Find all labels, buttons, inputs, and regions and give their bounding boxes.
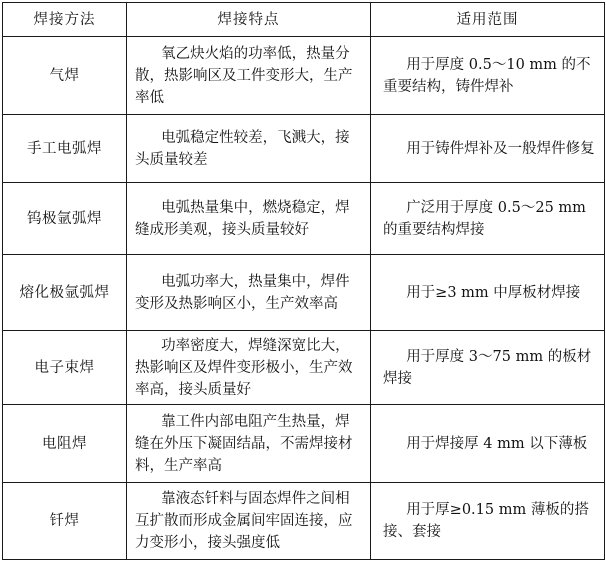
header-features: 焊接特点 <box>127 3 371 37</box>
table-row <box>3 331 605 405</box>
table-row <box>3 183 605 255</box>
scope-cell: 用于铸件焊补及一般焊件修复 <box>371 115 605 183</box>
header-row <box>3 3 605 37</box>
features-cell: 功率密度大，焊缝深宽比大，热影响区及焊件变形极小，生产效率高，接头质量好 <box>127 331 371 405</box>
scope-cell: 广泛用于厚度 0.5～25 mm 的重要结构焊接 <box>371 183 605 255</box>
features-cell: 靠工件内部电阻产生热量，焊缝在外压下凝固结晶，不需焊接材料，生产率高 <box>127 405 371 483</box>
scope-cell: 用于≥3 mm 中厚板材焊接 <box>371 255 605 331</box>
table-row <box>3 37 605 115</box>
method-cell: 电子束焊 <box>3 331 127 405</box>
welding-methods-table <box>2 2 605 560</box>
scope-cell: 用于厚≥0.15 mm 薄板的搭接、套接 <box>371 483 605 560</box>
method-cell: 钨极氩弧焊 <box>3 183 127 255</box>
features-cell: 靠液态钎料与固态焊件之间相互扩散而形成金属间牢固连接，应力变形小，接头强度低 <box>127 483 371 560</box>
scope-cell: 用于厚度 0.5～10 mm 的不重要结构，铸件焊补 <box>371 37 605 115</box>
method-cell: 气焊 <box>3 37 127 115</box>
features-cell: 电弧功率大，热量集中，焊件变形及热影响区小，生产效率高 <box>127 255 371 331</box>
scope-cell: 用于焊接厚 4 mm 以下薄板 <box>371 405 605 483</box>
table-row <box>3 483 605 560</box>
features-cell: 电弧稳定性较差，飞溅大，接头质量较差 <box>127 115 371 183</box>
table-row <box>3 255 605 331</box>
method-cell: 钎焊 <box>3 483 127 560</box>
features-cell: 氧乙炔火焰的功率低，热量分散，热影响区及工件变形大，生产率低 <box>127 37 371 115</box>
header-scope: 适用范围 <box>371 3 605 37</box>
method-cell: 电阻焊 <box>3 405 127 483</box>
header-method: 焊接方法 <box>3 3 127 37</box>
method-cell: 熔化极氩弧焊 <box>3 255 127 331</box>
table-row <box>3 115 605 183</box>
features-cell: 电弧热量集中，燃烧稳定，焊缝成形美观，接头质量较好 <box>127 183 371 255</box>
scope-cell: 用于厚度 3～75 mm 的板材焊接 <box>371 331 605 405</box>
method-cell: 手工电弧焊 <box>3 115 127 183</box>
table-row <box>3 405 605 483</box>
